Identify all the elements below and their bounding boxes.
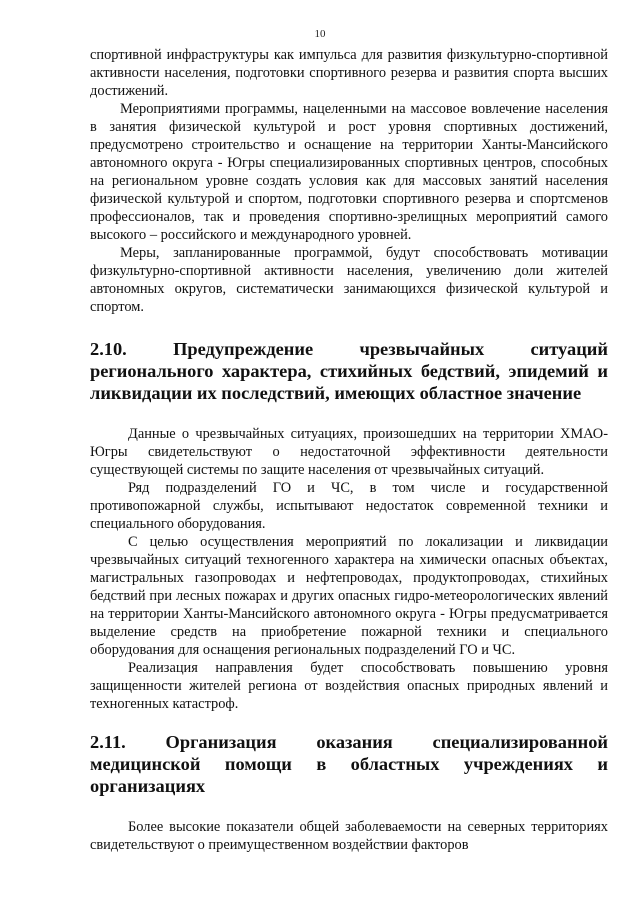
intro-paragraph-1: спортивной инфраструктуры как импульса для развития физкультурно-спортивной активности населения, подготовки спортивного резерва и развития спорта высших достижений. [90,47,608,99]
section-2-11-paragraph-1: Более высокие показатели общей заболеваемости на северных территориях свидетельствуют о преимущественном воздействии факторов [90,819,608,853]
section-2-10-paragraph-4: Реализация направления будет способствовать повышению уровня защищенности жителей региона от воздействия опасных природных явлений и техногенных катастроф. [90,660,608,712]
page-number: 10 [314,28,326,40]
page-content [90,46,608,854]
section-2-10-paragraph-3: С целью осуществления мероприятий по локализации и ликвидации чрезвычайных ситуаций техногенного характера на химически опасных объектах, магистральных газопроводах и нефтепроводах, продуктопроводах, стихийных бедствий при лесных пожарах и других опасных гидро-метеорологических явлений на территории Ханты-Мансийского автономного округа - Югры предусматривается выделение средств на приобретение пожарной техники и специального оборудования для оснащения региональных подразделений ГО и ЧС. [90,534,608,658]
section-2-11-heading: 2.11. Организация оказания специализированной медицинской помощи в областных учреждениях и организациях [90,732,608,796]
intro-paragraph-2: Мероприятиями программы, нацеленными на массовое вовлечение населения в занятия физической культурой и рост уровня спортивных достижений, предусмотрено строительство и оснащение на территории Ханты-Мансийского автономного округа - Югры специализированных спортивных центров, способных на региональном уровне создать условия как для массовых занятий населения физической культурой и спортом, подготовки спортивного резерва и спортсменов профессионалов, так и проведения спортивно-зрелищных мероприятий самого высокого – российского и международного уровней. [90,101,608,243]
intro-paragraph-3: Меры, запланированные программой, будут способствовать мотивации физкультурно-спортивной активности населения, увеличению доли жителей автономных округов, систематически занимающихся физической культурой и спортом. [90,245,608,315]
section-2-10-paragraph-1: Данные о чрезвычайных ситуациях, произошедших на территории ХМАО-Югры свидетельствуют о недостаточной эффективности деятельности существующей системы по защите населения от чрезвычайных ситуаций. [90,426,608,478]
section-2-10-heading: 2.10. Предупреждение чрезвычайных ситуаций регионального характера, стихийных бедствий, эпидемий и ликвидации их последствий, имеющих областное значение [90,339,608,403]
section-2-10-paragraph-2: Ряд подразделений ГО и ЧС, в том числе и государственной противопожарной службы, испытывают недостаток современной техники и специального оборудования. [90,480,608,532]
